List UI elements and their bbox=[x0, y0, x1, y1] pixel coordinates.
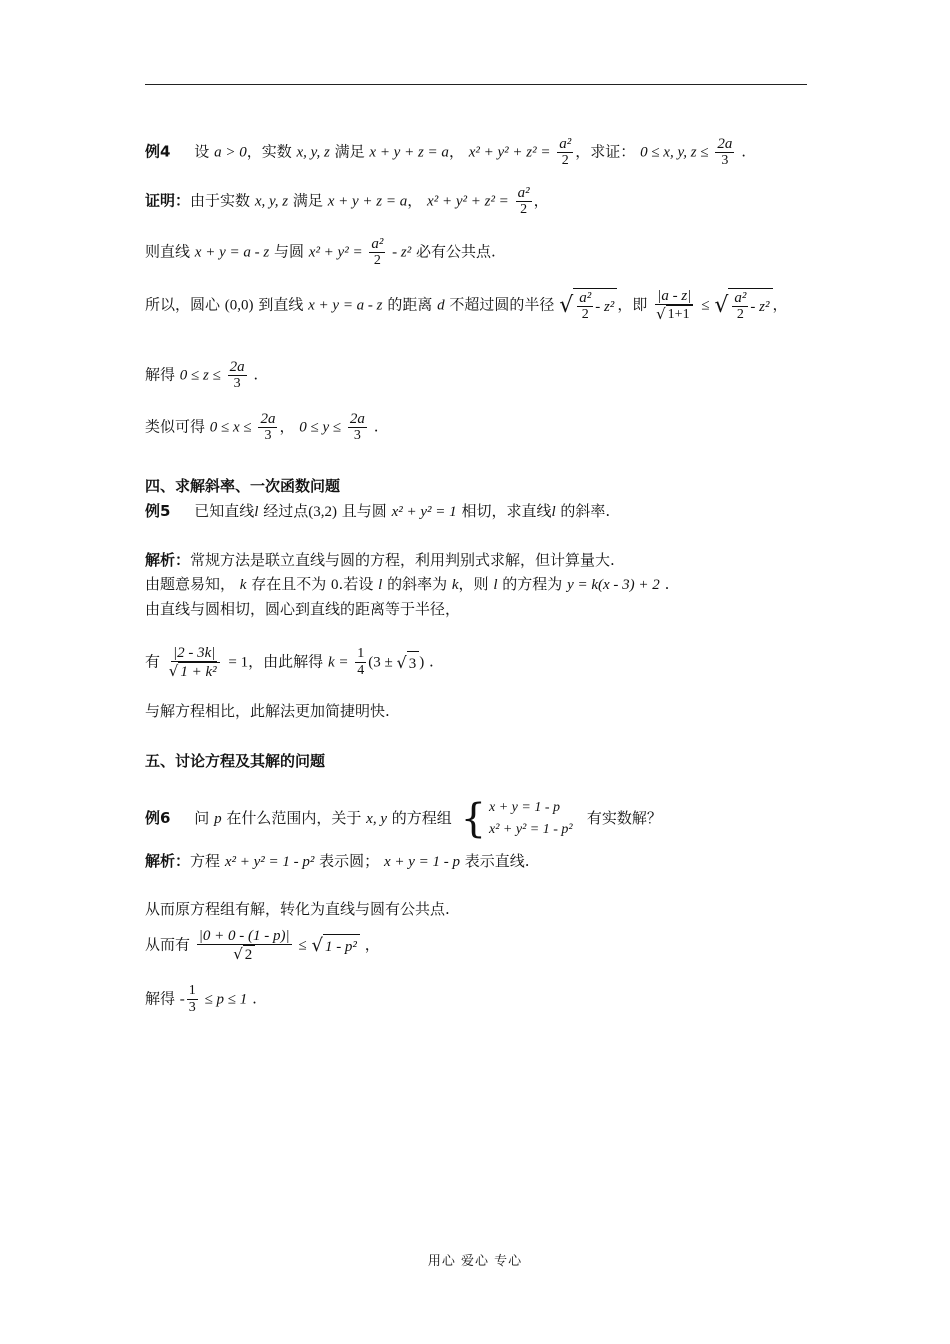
text: 有实数解？ bbox=[586, 809, 662, 827]
example-6 bbox=[145, 797, 662, 841]
text: 的斜率. bbox=[560, 502, 611, 520]
fraction: $\frac{\text{a²}}{2}$ bbox=[517, 185, 530, 217]
math: x + y = a - z bbox=[308, 297, 383, 314]
math: = 1 bbox=[228, 654, 249, 671]
text: 且与圆 bbox=[341, 502, 387, 520]
math: k bbox=[451, 577, 459, 593]
fraction: $\frac{2a}{3}$ bbox=[717, 136, 733, 168]
text: 满足 bbox=[292, 191, 323, 210]
solution-label: 解析： bbox=[145, 551, 191, 569]
solution-6-line-2: 从而原方程组有解，转化为直线与圆有公共点. bbox=[145, 900, 450, 918]
text: ，则 bbox=[458, 575, 489, 593]
math: d bbox=[437, 297, 445, 314]
header-rule bbox=[145, 84, 807, 85]
text: . bbox=[664, 575, 670, 593]
text: . bbox=[741, 142, 746, 161]
fraction: $\frac{1}{4}$ bbox=[357, 646, 365, 678]
text: 表示圆； bbox=[319, 852, 380, 870]
fraction: $\frac{\text{a²}}{2}$ bbox=[371, 236, 384, 268]
math: (3 ± bbox=[368, 654, 397, 671]
text: 存在且不为 bbox=[251, 575, 327, 593]
math: l bbox=[254, 504, 259, 520]
text: 满足 bbox=[334, 142, 365, 161]
text: 表示直线. bbox=[464, 852, 530, 870]
math: x, y, z bbox=[254, 193, 289, 210]
math: x² + y² = 1 - p² bbox=[224, 854, 315, 870]
system-row: x + y = 1 - p bbox=[489, 800, 560, 815]
text: 则直线 bbox=[145, 242, 191, 261]
math: l bbox=[378, 577, 383, 593]
section-4-title: 四、求解斜率、一次函数问题 bbox=[145, 477, 341, 495]
math: x, y bbox=[366, 811, 387, 827]
text: 到直线 bbox=[258, 295, 304, 314]
math: x + y = 1 - p bbox=[383, 854, 460, 870]
text: 经过点 bbox=[263, 502, 309, 520]
text: 从而有 bbox=[145, 935, 191, 954]
fraction: |0 + 0 - (1 - p)| √ 2 bbox=[198, 928, 290, 963]
math: x² + y² = 1 bbox=[391, 504, 457, 520]
solution-5-line-1 bbox=[145, 549, 615, 571]
solution-5-line-3: 由直线与圆相切，圆心到直线的距离等于半径， bbox=[145, 600, 461, 618]
solution-5-line-4 bbox=[145, 645, 434, 680]
math: l bbox=[493, 577, 498, 593]
math: a > 0 bbox=[214, 144, 247, 161]
text: 与圆 bbox=[273, 242, 304, 261]
text: 方程 bbox=[190, 852, 221, 870]
system-row: x² + y² = 1 - p² bbox=[489, 822, 573, 837]
text: ，即 bbox=[617, 295, 648, 314]
fraction: |a - z| √ 1+1 bbox=[656, 288, 692, 323]
math: y = k(x - 3) + 2 bbox=[567, 577, 660, 593]
text: 常规方法是联立直线与圆的方程，利用判别式求解，但计算量大. bbox=[190, 551, 615, 569]
text: 问 bbox=[194, 809, 210, 827]
example-label: 例4 bbox=[145, 142, 171, 161]
text: 类似可得 bbox=[145, 417, 206, 436]
section-5-title: 五、讨论方程及其解的问题 bbox=[145, 752, 326, 770]
fraction: $\frac{2a}{3}$ bbox=[229, 359, 245, 391]
math: k bbox=[239, 577, 247, 593]
math: ≤ bbox=[701, 297, 710, 314]
text: . bbox=[373, 417, 379, 436]
text: 的方程为 bbox=[502, 575, 563, 593]
math: ≤ p ≤ 1 bbox=[204, 991, 248, 1008]
solution-5-line-2 bbox=[145, 573, 669, 596]
proof-line-4 bbox=[145, 359, 258, 392]
text: . bbox=[428, 652, 434, 671]
example-4 bbox=[145, 136, 746, 169]
math: x² + y² + z² = bbox=[427, 193, 509, 210]
math: x² + y² = bbox=[308, 244, 363, 261]
text: 在什么范围内，关于 bbox=[226, 809, 362, 827]
proof-line-2 bbox=[145, 236, 496, 269]
text: 由于实数 bbox=[190, 191, 251, 210]
equation-system: { x + y = 1 - p x² + y² = 1 - p² bbox=[460, 796, 573, 842]
text: .若设 bbox=[338, 575, 374, 593]
solution-5-line-5: 与解方程相比，此解法更加简捷明快. bbox=[145, 702, 390, 720]
example-label: 例6 bbox=[145, 809, 171, 827]
math: x + y + z = a bbox=[369, 144, 449, 161]
text: 有 bbox=[145, 652, 161, 671]
text: ， bbox=[407, 191, 423, 210]
math: 0 ≤ y ≤ bbox=[299, 419, 342, 436]
text: . bbox=[252, 989, 257, 1008]
text: ， bbox=[533, 191, 549, 210]
text: 的斜率为 bbox=[387, 575, 448, 593]
math: 0 bbox=[331, 577, 339, 593]
text: ， bbox=[279, 417, 295, 436]
proof-line-1 bbox=[145, 185, 549, 218]
text: ， bbox=[364, 935, 380, 954]
text: ， bbox=[772, 295, 788, 314]
text: ，求证： bbox=[575, 142, 636, 161]
text: 必有公共点. bbox=[416, 242, 496, 261]
math: 0 ≤ z ≤ bbox=[179, 367, 221, 384]
solution-6-line-4 bbox=[145, 983, 257, 1016]
text: 设 bbox=[194, 142, 210, 161]
fraction: $\frac{\text{a²}}{2}$ bbox=[559, 136, 572, 168]
math: ) bbox=[419, 654, 425, 671]
text: ，实数 bbox=[246, 142, 292, 161]
math: k = bbox=[327, 654, 349, 671]
math: - z² bbox=[392, 244, 412, 261]
text: 已知直线 bbox=[194, 502, 255, 520]
math: x + y + z = a bbox=[327, 193, 408, 210]
math: 0 ≤ x ≤ bbox=[209, 419, 252, 436]
math: x² + y² + z² = bbox=[468, 144, 551, 161]
fraction: $\frac{2a}{3}$ bbox=[260, 411, 276, 443]
fraction: $\frac{1}{3}$ bbox=[188, 983, 196, 1015]
square-root: √ $\frac{\text{a²}}{2}$ - z² bbox=[714, 288, 772, 323]
math: l bbox=[551, 504, 556, 520]
square-root: √ $\frac{\text{a²}}{2}$ - z² bbox=[559, 288, 617, 323]
math: x, y, z bbox=[296, 144, 330, 161]
fraction: $\frac{2a}{3}$ bbox=[349, 411, 365, 443]
text: 相切，求直线 bbox=[461, 502, 552, 520]
math: (0,0) bbox=[224, 297, 254, 314]
solution-6-line-1 bbox=[145, 850, 530, 873]
text: . bbox=[253, 365, 259, 384]
fraction: |2 - 3k| √ 1 + k² bbox=[167, 645, 222, 680]
example-label: 例5 bbox=[145, 502, 171, 520]
square-root: √ 1 - p² bbox=[311, 934, 359, 958]
text: 的方程组 bbox=[391, 809, 452, 827]
example-5 bbox=[145, 500, 610, 523]
proof-label: 证明： bbox=[145, 191, 191, 210]
math: (3,2) bbox=[308, 504, 338, 520]
proof-line-5 bbox=[145, 411, 378, 444]
math: - bbox=[179, 991, 185, 1008]
proof-line-3 bbox=[145, 288, 788, 323]
solution-label: 解析： bbox=[145, 852, 191, 870]
text: 所以，圆心 bbox=[145, 295, 221, 314]
math: x + y = a - z bbox=[194, 244, 270, 261]
text: 解得 bbox=[145, 989, 176, 1008]
math: 0 ≤ x, y, z ≤ bbox=[640, 144, 709, 161]
solution-6-line-3 bbox=[145, 928, 380, 963]
text: ，由此解得 bbox=[248, 652, 324, 671]
text: 的距离 bbox=[387, 295, 433, 314]
math: p bbox=[214, 811, 222, 827]
text: 解得 bbox=[145, 365, 176, 384]
text: ， bbox=[448, 142, 464, 161]
text: 不超过圆的半径 bbox=[449, 295, 555, 314]
text: 由题意易知， bbox=[145, 575, 236, 593]
page-footer: 用心 爱心 专心 bbox=[427, 1254, 523, 1269]
square-root: √ 3 bbox=[396, 651, 419, 675]
math: ≤ bbox=[298, 937, 307, 954]
